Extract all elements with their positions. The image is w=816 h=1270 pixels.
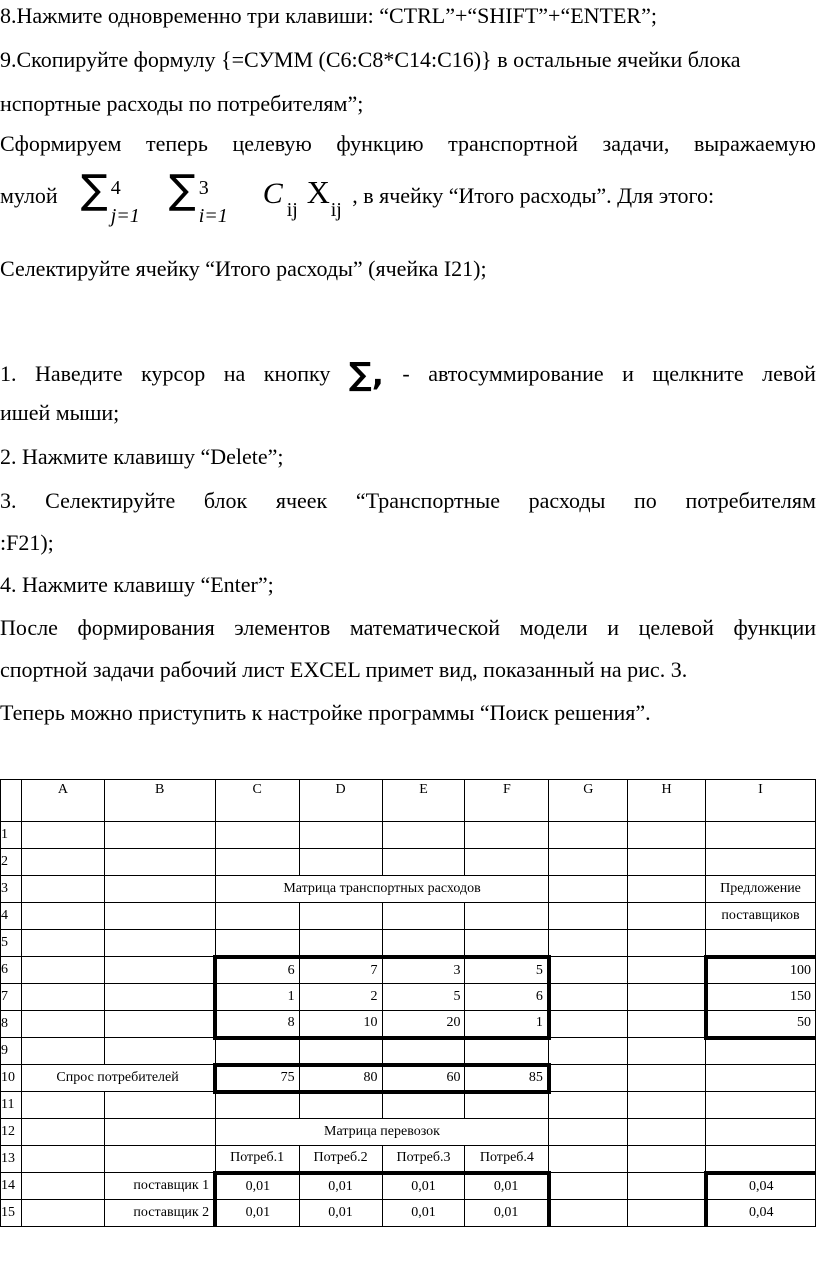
cell[interactable] bbox=[104, 876, 215, 903]
cell[interactable] bbox=[21, 930, 104, 957]
col-header-e[interactable]: E bbox=[382, 780, 465, 822]
cell[interactable] bbox=[21, 876, 104, 903]
col-header-b[interactable]: B bbox=[104, 780, 215, 822]
plan-cell[interactable]: 0,01 bbox=[382, 1200, 465, 1227]
cell[interactable] bbox=[21, 849, 104, 876]
autosum-icon: ∑, bbox=[348, 355, 384, 393]
step-8-text: 8.Нажмите одновременно три клавиши: “CTRL”+“SHIFT”+“ENTER”; bbox=[0, 3, 657, 28]
cell[interactable] bbox=[549, 1200, 628, 1227]
result-text: После формирования элементов математической модели и целевой функции bbox=[0, 615, 816, 640]
sheet-row bbox=[1, 1200, 816, 1227]
cell[interactable] bbox=[299, 822, 382, 849]
cell[interactable] bbox=[549, 957, 628, 984]
cell[interactable] bbox=[104, 957, 215, 984]
cell[interactable] bbox=[104, 1119, 215, 1146]
cell[interactable] bbox=[628, 1011, 706, 1038]
plan-cell[interactable]: 0,01 bbox=[299, 1200, 382, 1227]
sheet-row bbox=[1, 957, 816, 984]
step-1-continued: ишей мыши; bbox=[0, 400, 120, 425]
row-header[interactable]: 10 bbox=[1, 1065, 22, 1092]
cell[interactable] bbox=[549, 930, 628, 957]
sheet-row bbox=[1, 1119, 816, 1146]
sheet-row bbox=[1, 903, 816, 930]
cell[interactable] bbox=[299, 1038, 382, 1065]
supply-title-cell[interactable]: поставщиков bbox=[706, 903, 816, 930]
row-header[interactable]: 6 bbox=[1, 957, 22, 984]
plan-cell[interactable]: 0,01 bbox=[215, 1200, 299, 1227]
cell[interactable] bbox=[299, 849, 382, 876]
cell[interactable] bbox=[549, 849, 628, 876]
objective-formula: ∑ 4 j=1 ∑ 3 i=1 C ij X ij bbox=[80, 166, 342, 227]
cell[interactable] bbox=[382, 822, 465, 849]
step-9-continued: нспортные расходы по потребителям”; bbox=[0, 91, 364, 116]
cell[interactable] bbox=[299, 1092, 382, 1119]
consumer-header-cell[interactable]: Потреб.1 bbox=[215, 1146, 299, 1173]
step-3-text: 3. Селектируйте блок ячеек “Транспортные расходы по потребителям bbox=[0, 488, 816, 513]
cell[interactable] bbox=[215, 903, 299, 930]
cell[interactable] bbox=[299, 930, 382, 957]
cell[interactable] bbox=[215, 822, 299, 849]
row-header[interactable]: 1 bbox=[1, 822, 22, 849]
cost-cell[interactable]: 5 bbox=[465, 957, 549, 984]
col-header-f[interactable]: F bbox=[465, 780, 549, 822]
row-header[interactable]: 2 bbox=[1, 849, 22, 876]
col-header-i[interactable]: I bbox=[706, 780, 816, 822]
demand-cell[interactable]: 85 bbox=[465, 1065, 549, 1092]
col-header-d[interactable]: D bbox=[299, 780, 382, 822]
step-3-continued: :F21); bbox=[0, 530, 54, 555]
sheet-row bbox=[1, 930, 816, 957]
step-9-text: 9.Скопируйте формулу {=СУММ (C6:C8*C14:C16)} в остальные ячейки блока bbox=[0, 47, 741, 72]
cost-cell[interactable]: 5 bbox=[382, 984, 465, 1011]
cell[interactable] bbox=[706, 849, 816, 876]
cell[interactable] bbox=[628, 1119, 706, 1146]
demand-cell[interactable]: 80 bbox=[299, 1065, 382, 1092]
cost-matrix-title[interactable]: Матрица транспортных расходов bbox=[215, 876, 549, 903]
next-step-text: Теперь можно приступить к настройке программы “Поиск решения”. bbox=[0, 700, 651, 725]
cell[interactable] bbox=[706, 1092, 816, 1119]
sheet-row bbox=[1, 876, 816, 903]
cell[interactable] bbox=[549, 1038, 628, 1065]
cell[interactable] bbox=[21, 1038, 104, 1065]
cell[interactable] bbox=[628, 984, 706, 1011]
cell[interactable] bbox=[104, 903, 215, 930]
row-total-cell[interactable]: 0,04 bbox=[706, 1173, 816, 1200]
cell[interactable] bbox=[549, 903, 628, 930]
cell[interactable] bbox=[628, 822, 706, 849]
cell[interactable] bbox=[382, 1038, 465, 1065]
plan-cell[interactable]: 0,01 bbox=[215, 1173, 299, 1200]
cell[interactable] bbox=[549, 1065, 628, 1092]
row-header[interactable]: 3 bbox=[1, 876, 22, 903]
cost-cell[interactable]: 10 bbox=[299, 1011, 382, 1038]
col-header-h[interactable]: H bbox=[628, 780, 706, 822]
cell[interactable] bbox=[215, 849, 299, 876]
cost-cell[interactable]: 6 bbox=[215, 957, 299, 984]
cost-cell[interactable]: 20 bbox=[382, 1011, 465, 1038]
cell[interactable] bbox=[628, 1092, 706, 1119]
cell[interactable] bbox=[628, 1173, 706, 1200]
cell[interactable] bbox=[628, 876, 706, 903]
row-header[interactable]: 15 bbox=[1, 1200, 22, 1227]
objective-intro: Сформируем теперь целевую функцию транспортной задачи, выражаемую bbox=[0, 131, 816, 156]
sheet-row bbox=[1, 849, 816, 876]
formula-line: мулой ∑ 4 j=1 ∑ 3 i=1 C ij X ij , в ячейку “Итого расходы”. Для этого: bbox=[0, 166, 715, 227]
cost-cell[interactable]: 8 bbox=[215, 1011, 299, 1038]
transport-matrix-title[interactable]: Матрица перевозок bbox=[215, 1119, 549, 1146]
row-header[interactable]: 13 bbox=[1, 1146, 22, 1173]
sheet-row bbox=[1, 1011, 816, 1038]
cell[interactable] bbox=[104, 849, 215, 876]
row-total-cell[interactable]: 0,04 bbox=[706, 1200, 816, 1227]
cell[interactable] bbox=[465, 849, 549, 876]
row-header[interactable]: 9 bbox=[1, 1038, 22, 1065]
cell[interactable] bbox=[21, 984, 104, 1011]
cost-cell[interactable]: 3 bbox=[382, 957, 465, 984]
cell[interactable] bbox=[465, 1092, 549, 1119]
supplier-label-cell[interactable]: поставщик 1 bbox=[104, 1173, 215, 1200]
consumer-header-cell[interactable]: Потреб.4 bbox=[465, 1146, 549, 1173]
cell[interactable] bbox=[215, 1092, 299, 1119]
cell[interactable] bbox=[465, 1038, 549, 1065]
cell[interactable] bbox=[465, 822, 549, 849]
cell[interactable] bbox=[104, 1038, 215, 1065]
consumer-header-cell[interactable]: Потреб.3 bbox=[382, 1146, 465, 1173]
cell[interactable] bbox=[706, 1065, 816, 1092]
cell[interactable] bbox=[549, 1011, 628, 1038]
cell[interactable] bbox=[21, 903, 104, 930]
sheet-row bbox=[1, 1038, 816, 1065]
cell[interactable] bbox=[382, 1092, 465, 1119]
cell[interactable] bbox=[21, 1146, 104, 1173]
cost-cell[interactable]: 1 bbox=[465, 1011, 549, 1038]
result-continued: спортной задачи рабочий лист EXCEL примет вид, показанный на рис. 3. bbox=[0, 657, 688, 682]
cell[interactable] bbox=[104, 822, 215, 849]
cell[interactable] bbox=[21, 1011, 104, 1038]
select-cell-text: Селектируйте ячейку “Итого расходы” (ячейка I21); bbox=[0, 256, 487, 281]
cell[interactable] bbox=[628, 903, 706, 930]
sheet-row bbox=[1, 1092, 816, 1119]
cell[interactable] bbox=[299, 903, 382, 930]
cost-cell[interactable]: 6 bbox=[465, 984, 549, 1011]
cell[interactable] bbox=[21, 1119, 104, 1146]
sheet-row bbox=[1, 1146, 816, 1173]
cell[interactable] bbox=[21, 1092, 104, 1119]
cell[interactable] bbox=[104, 1146, 215, 1173]
sheet-row bbox=[1, 1173, 816, 1200]
cell[interactable] bbox=[215, 1038, 299, 1065]
column-header-row bbox=[1, 780, 816, 822]
plan-cell[interactable]: 0,01 bbox=[382, 1173, 465, 1200]
cell[interactable] bbox=[549, 1119, 628, 1146]
cell[interactable] bbox=[549, 1146, 628, 1173]
supply-title-cell[interactable]: Предложение bbox=[706, 876, 816, 903]
cell[interactable] bbox=[706, 822, 816, 849]
cell[interactable] bbox=[706, 1146, 816, 1173]
row-header[interactable]: 4 bbox=[1, 903, 22, 930]
step-2-text: 2. Нажмите клавишу “Delete”; bbox=[0, 444, 284, 469]
plan-cell[interactable]: 0,01 bbox=[465, 1200, 549, 1227]
col-header-c[interactable]: C bbox=[215, 780, 299, 822]
row-header[interactable]: 7 bbox=[1, 984, 22, 1011]
row-header[interactable]: 8 bbox=[1, 1011, 22, 1038]
row-header[interactable]: 5 bbox=[1, 930, 22, 957]
sheet-row bbox=[1, 822, 816, 849]
cell[interactable] bbox=[706, 1038, 816, 1065]
row-header[interactable]: 12 bbox=[1, 1119, 22, 1146]
cell[interactable] bbox=[549, 1173, 628, 1200]
plan-cell[interactable]: 0,01 bbox=[465, 1173, 549, 1200]
cell[interactable] bbox=[549, 984, 628, 1011]
sheet-row bbox=[1, 984, 816, 1011]
cell[interactable] bbox=[628, 1038, 706, 1065]
supply-cell[interactable]: 150 bbox=[706, 984, 816, 1011]
plan-cell[interactable]: 0,01 bbox=[299, 1173, 382, 1200]
cell[interactable] bbox=[549, 876, 628, 903]
cell[interactable] bbox=[382, 930, 465, 957]
cell[interactable] bbox=[628, 849, 706, 876]
cell[interactable] bbox=[382, 849, 465, 876]
cell[interactable] bbox=[628, 1065, 706, 1092]
demand-cell[interactable]: 75 bbox=[215, 1065, 299, 1092]
cell[interactable] bbox=[549, 822, 628, 849]
cell[interactable] bbox=[104, 984, 215, 1011]
cost-cell[interactable]: 7 bbox=[299, 957, 382, 984]
step-1-text: 1. Наведите курсор на кнопку ∑, - автосуммирование и щелкните левой bbox=[0, 355, 816, 393]
cell[interactable] bbox=[21, 957, 104, 984]
step-4-text: 4. Нажмите клавишу “Enter”; bbox=[0, 572, 274, 597]
cell[interactable] bbox=[215, 930, 299, 957]
demand-label-cell[interactable]: Спрос потребителей bbox=[21, 1065, 215, 1092]
cell[interactable] bbox=[465, 930, 549, 957]
cell[interactable] bbox=[104, 1092, 215, 1119]
cell[interactable] bbox=[628, 957, 706, 984]
cell[interactable] bbox=[628, 1200, 706, 1227]
cell[interactable] bbox=[549, 1092, 628, 1119]
cell[interactable] bbox=[104, 1011, 215, 1038]
corner-cell bbox=[1, 780, 22, 822]
cell[interactable] bbox=[628, 930, 706, 957]
cell[interactable] bbox=[104, 930, 215, 957]
col-header-g[interactable]: G bbox=[549, 780, 628, 822]
cell[interactable] bbox=[21, 822, 104, 849]
cell[interactable] bbox=[465, 903, 549, 930]
consumer-header-cell[interactable]: Потреб.2 bbox=[299, 1146, 382, 1173]
cell[interactable] bbox=[382, 903, 465, 930]
demand-cell[interactable]: 60 bbox=[382, 1065, 465, 1092]
row-header[interactable]: 11 bbox=[1, 1092, 22, 1119]
cell[interactable] bbox=[628, 1146, 706, 1173]
supply-cell[interactable]: 50 bbox=[706, 1011, 816, 1038]
col-header-a[interactable]: A bbox=[21, 780, 104, 822]
cell[interactable] bbox=[706, 1119, 816, 1146]
row-header[interactable]: 14 bbox=[1, 1173, 22, 1200]
cell[interactable] bbox=[706, 930, 816, 957]
sheet-row bbox=[1, 1065, 816, 1092]
cost-cell[interactable]: 1 bbox=[215, 984, 299, 1011]
cell[interactable] bbox=[21, 1173, 104, 1200]
supply-cell[interactable]: 100 bbox=[706, 957, 816, 984]
supplier-label-cell[interactable]: поставщик 2 bbox=[104, 1200, 215, 1227]
cost-cell[interactable]: 2 bbox=[299, 984, 382, 1011]
excel-worksheet bbox=[0, 779, 816, 1227]
cell[interactable] bbox=[21, 1200, 104, 1227]
